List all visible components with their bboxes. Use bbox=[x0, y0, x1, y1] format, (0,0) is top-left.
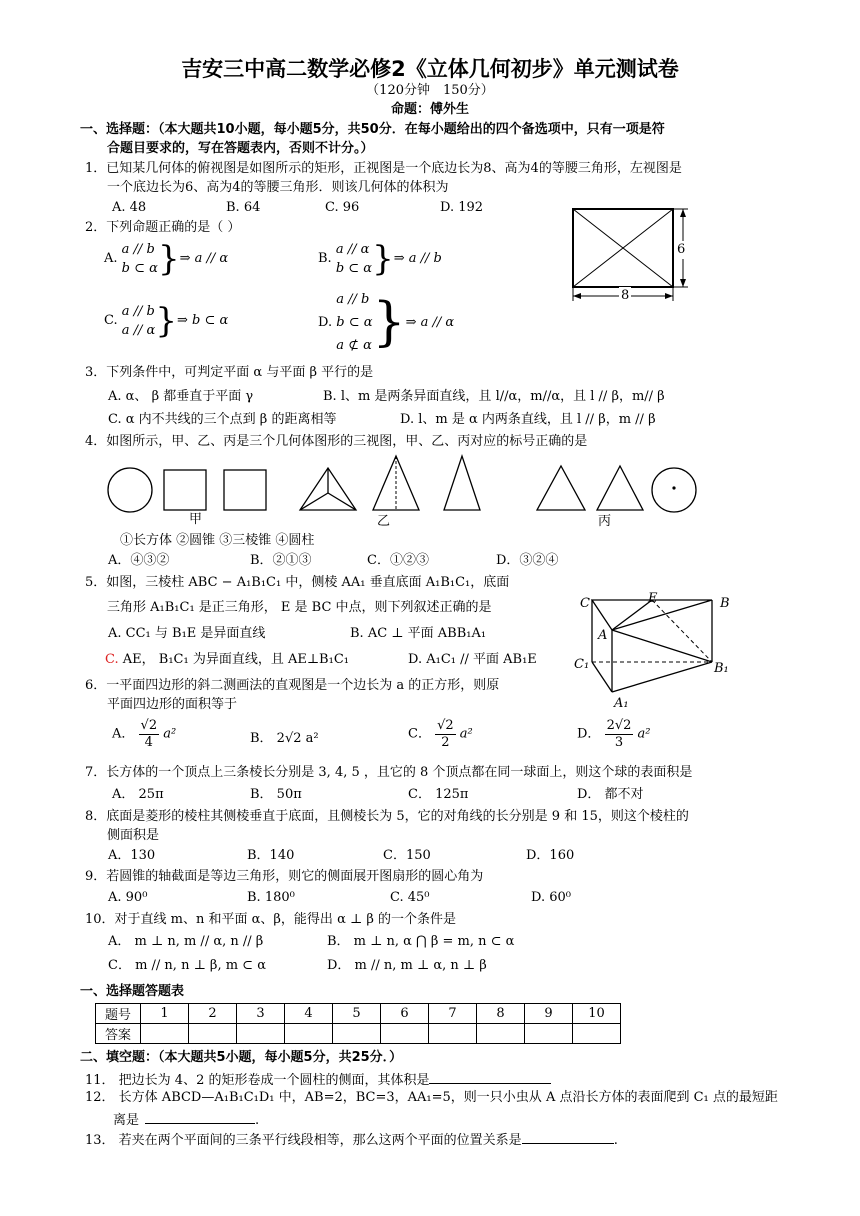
q4-stem: 4．如图所示，甲、乙、丙是三个几何体图形的三视图，甲、乙、丙对应的标号正确的是 bbox=[85, 434, 588, 449]
q5-fig-label-b: B bbox=[720, 596, 730, 611]
page-title: 吉安三中高二数学必修2《立体几何初步》单元测试卷 bbox=[181, 57, 679, 81]
answer-table-number-row bbox=[96, 1004, 621, 1024]
q4-label-jia: 甲 bbox=[189, 512, 203, 527]
answer-cell[interactable] bbox=[381, 1024, 429, 1044]
q4-option-b: B．②①③ bbox=[250, 553, 312, 568]
q6-c-numerator: √2 bbox=[437, 718, 454, 733]
answer-table-answer-header: 答案 bbox=[96, 1024, 141, 1044]
q7-option-b: B． 50π bbox=[250, 787, 302, 802]
q2-b-premise2: b ⊂ α bbox=[335, 261, 373, 276]
answer-table-number: 2 bbox=[189, 1004, 237, 1024]
answer-cell[interactable] bbox=[285, 1024, 333, 1044]
q2-d-premise1: a // b bbox=[336, 292, 370, 307]
q5-c-label: C. bbox=[105, 652, 119, 667]
q5-fig-label-b1: B₁ bbox=[714, 661, 729, 676]
section1-heading-cont: 合题目要求的，写在答题表内，否则不计分。） bbox=[107, 141, 374, 156]
answer-cell[interactable] bbox=[525, 1024, 573, 1044]
q6-d-label: D． bbox=[577, 726, 601, 742]
q10-option-d: D． m // n, m ⊥ α, n ⊥ β bbox=[327, 958, 487, 973]
q1-stem: 1．已知某几何体的俯视图是如图所示的矩形，正视图是一个底边长为8、高为4的等腰三角形，左视图是 bbox=[85, 161, 682, 176]
answer-table-number: 8 bbox=[477, 1004, 525, 1024]
answer-table-number: 5 bbox=[333, 1004, 381, 1024]
q1-fig-width-label: 8 bbox=[621, 288, 630, 303]
q3-option-a: A. α、 β 都垂直于平面 γ bbox=[108, 389, 254, 404]
q5-fig-label-a1: A₁ bbox=[614, 696, 629, 711]
q2-b-result: ⇒ a // b bbox=[393, 251, 442, 266]
answer-table-number: 1 bbox=[141, 1004, 189, 1024]
q3-option-b: B. l、m 是两条异面直线，且 l//α，m//α，且 l // β，m// β bbox=[323, 389, 665, 404]
q2-option-a: A. a // b b ⊂ α}⇒ a // α bbox=[104, 239, 229, 279]
q6-stem-cont: 平面四边形的面积等于 bbox=[107, 697, 238, 712]
q6-a-denominator: 4 bbox=[144, 735, 153, 750]
q10-stem: 10．对于直线 m、n 和平面 α、β，能得出 α ⊥ β 的一个条件是 bbox=[85, 912, 456, 927]
q12-stem-cont: 离是 . bbox=[113, 1109, 259, 1130]
q6-a-label: A． bbox=[112, 726, 135, 742]
q4-option-c: C．①②③ bbox=[367, 553, 429, 568]
q2-b-label: B. bbox=[318, 251, 332, 266]
q6-option-d bbox=[577, 718, 651, 751]
q7-stem: 7．长方体的一个顶点上三条棱长分别是 3, 4, 5 ，且它的 8 个顶点都在同一球面上，则这个球的表面积是 bbox=[85, 765, 693, 780]
q2-b-premise1: a // α bbox=[335, 242, 370, 257]
q9-option-c: C. 45⁰ bbox=[390, 890, 430, 905]
q8-stem-cont: 侧面积是 bbox=[107, 828, 160, 843]
exam-author: 命题：傅外生 bbox=[390, 102, 469, 117]
q5-option-a: A. CC₁ 与 B₁E 是异面直线 bbox=[108, 626, 266, 641]
answer-table-answer-row bbox=[96, 1024, 621, 1044]
answer-table-number: 9 bbox=[525, 1004, 573, 1024]
answer-cell[interactable] bbox=[189, 1024, 237, 1044]
q6-option-c bbox=[408, 718, 473, 751]
answer-table-number: 4 bbox=[285, 1004, 333, 1024]
answer-cell[interactable] bbox=[477, 1024, 525, 1044]
q5-option-d: D. A₁C₁ // 平面 AB₁E bbox=[408, 652, 537, 667]
q10-option-b: B． m ⊥ n, α ⋂ β = m, n ⊂ α bbox=[327, 934, 515, 949]
q11-stem bbox=[85, 1069, 551, 1090]
q2-stem: 2．下列命题正确的是（ ） bbox=[85, 220, 241, 235]
q11-text: 11． 把边长为 4、2 的矩形卷成一个圆柱的侧面，其体积是 bbox=[85, 1073, 430, 1088]
q5-stem-cont: 三角形 A₁B₁C₁ 是正三角形， E 是 BC 中点，则下列叙述正确的是 bbox=[107, 600, 492, 615]
q1-fig-height-label: 6 bbox=[677, 242, 686, 257]
q9-option-b: B. 180⁰ bbox=[247, 890, 295, 905]
q4-option-a: A．④③② bbox=[108, 553, 170, 568]
q2-a-result: ⇒ a // α bbox=[179, 251, 229, 266]
q1-option-a: A. 48 bbox=[112, 200, 147, 215]
q4-choice-list: ①长方体 ②圆锥 ③三棱锥 ④圆柱 bbox=[120, 533, 315, 548]
answer-table bbox=[95, 1003, 621, 1044]
q4-three-views-figure bbox=[100, 448, 700, 518]
answer-table-number: 6 bbox=[381, 1004, 429, 1024]
q6-d-numerator: 2√2 bbox=[606, 718, 632, 733]
q2-d-premise2: b ⊂ α bbox=[336, 315, 373, 330]
section2-heading: 二、填空题：（本大题共5小题，每小题5分，共25分．） bbox=[80, 1050, 403, 1065]
q2-c-label: C. bbox=[104, 313, 118, 328]
answer-table-number: 3 bbox=[237, 1004, 285, 1024]
q6-c-label: C． bbox=[408, 726, 431, 742]
q2-d-premise3: a ⊄ α bbox=[336, 338, 372, 353]
q5-option-c bbox=[105, 651, 349, 669]
q4-label-yi: 乙 bbox=[377, 514, 391, 529]
answer-table-number-header: 题号 bbox=[96, 1004, 141, 1024]
q12-stem: 12． 长方体 ABCD—A₁B₁C₁D₁ 中，AB=2，BC=3，AA₁=5，则一只小虫从 A 点沿长方体的表面爬到 C₁ 点的最短距 bbox=[85, 1090, 778, 1105]
q5-option-b: B. AC ⊥ 平面 ABB₁A₁ bbox=[350, 626, 487, 641]
q5-fig-label-c: C bbox=[580, 596, 590, 611]
q3-option-c: C. α 内不共线的三个点到 β 的距离相等 bbox=[108, 412, 337, 427]
q1-stem-cont: 一个底边长为6、高为4的等腰三角形．则该几何体的体积为 bbox=[107, 180, 449, 195]
q1-option-c: C. 96 bbox=[325, 200, 360, 215]
q2-d-result: ⇒ a // α bbox=[405, 315, 455, 330]
q13-stem: 13． 若夹在两个平面间的三条平行线段相等，那么这两个平面的位置关系是 . bbox=[85, 1129, 618, 1150]
q5-stem: 5．如图，三棱柱 ABC − A₁B₁C₁ 中，侧棱 AA₁ 垂直底面 A₁B₁C₁，底面 bbox=[85, 575, 510, 590]
q2-c-premise1: a // b bbox=[121, 304, 155, 319]
answer-table-number: 7 bbox=[429, 1004, 477, 1024]
q2-a-label: A. bbox=[104, 251, 118, 266]
q8-option-b: B．140 bbox=[247, 848, 295, 863]
q5-fig-label-c1: C₁ bbox=[574, 657, 590, 672]
q7-option-d: D． 都不对 bbox=[577, 787, 644, 802]
answer-cell[interactable] bbox=[333, 1024, 381, 1044]
q3-option-d: D. l、m 是 α 内两条直线，且 l // β，m // β bbox=[400, 412, 656, 427]
q13-answer-blank[interactable] bbox=[522, 1129, 614, 1144]
q9-option-a: A. 90⁰ bbox=[108, 890, 148, 905]
q7-option-c: C． 125π bbox=[408, 787, 469, 802]
q2-d-label: D. bbox=[318, 315, 333, 330]
q6-d-denominator: 3 bbox=[614, 735, 624, 750]
q2-option-b: B. a // α b ⊂ α}⇒ a // b bbox=[318, 239, 442, 279]
q6-a-numerator: √2 bbox=[140, 718, 158, 733]
q2-c-premise2: a // α bbox=[121, 323, 156, 338]
q1-option-d: D. 192 bbox=[440, 200, 484, 215]
q10-option-a: A． m ⊥ n, m // α, n // β bbox=[108, 934, 264, 949]
q2-a-premise2: b ⊂ α bbox=[121, 261, 158, 276]
q6-stem: 6．一平面四边形的斜二测画法的直观图是一个边长为 a 的正方形，则原 bbox=[85, 678, 500, 693]
q10-option-c: C． m // n, n ⊥ β, m ⊂ α bbox=[108, 958, 266, 973]
answer-table-heading: 一、选择题答题表 bbox=[80, 984, 185, 999]
q8-stem: 8．底面是菱形的棱柱其侧棱垂直于底面，且侧棱长为 5，它的对角线的长分别是 9 和 15，则这个棱柱的 bbox=[85, 809, 689, 824]
q1-option-b: B. 64 bbox=[226, 200, 261, 215]
answer-table-number: 10 bbox=[573, 1004, 621, 1024]
q2-option-c: C. a // b a // α}⇒ b ⊂ α bbox=[104, 301, 229, 341]
q4-label-bing: 丙 bbox=[598, 514, 612, 529]
q3-stem: 3．下列条件中，可判定平面 α 与平面 β 平行的是 bbox=[85, 365, 374, 380]
q6-option-b: B． 2√2 a² bbox=[250, 731, 319, 746]
q9-stem: 9．若圆锥的轴截面是等边三角形，则它的侧面展开图扇形的圆心角为 bbox=[85, 869, 484, 884]
q12-text: 离是 bbox=[113, 1113, 140, 1128]
q5-fig-label-a: A bbox=[598, 628, 608, 643]
q5-fig-label-e: E bbox=[648, 591, 658, 606]
q6-a-tail: a² bbox=[163, 726, 177, 742]
q6-c-denominator: 2 bbox=[441, 735, 450, 750]
q2-c-result: ⇒ b ⊂ α bbox=[176, 313, 229, 328]
answer-cell[interactable] bbox=[429, 1024, 477, 1044]
q8-option-d: D．160 bbox=[526, 848, 575, 863]
q9-option-d: D. 60⁰ bbox=[531, 890, 571, 905]
q6-d-tail: a² bbox=[637, 726, 651, 742]
q6-c-tail: a² bbox=[459, 726, 473, 742]
exam-duration: （120分钟 150分） bbox=[366, 83, 494, 98]
section1-heading: 一、选择题：（本大题共10小题，每小题5分，共50分．在每小题给出的四个备选项中，只有一项是符 bbox=[80, 122, 665, 137]
answer-cell[interactable] bbox=[141, 1024, 189, 1044]
q8-option-c: C．150 bbox=[383, 848, 431, 863]
q8-option-a: A．130 bbox=[108, 848, 156, 863]
q13-text: 13． 若夹在两个平面间的三条平行线段相等，那么这两个平面的位置关系是 bbox=[85, 1133, 522, 1148]
q5-c-text: AE， B₁C₁ 为异面直线，且 AE⊥B₁C₁ bbox=[118, 652, 349, 667]
q2-a-premise1: a // b bbox=[121, 242, 155, 257]
answer-cell[interactable] bbox=[237, 1024, 285, 1044]
q11-answer-blank[interactable] bbox=[429, 1069, 551, 1084]
answer-cell[interactable] bbox=[573, 1024, 621, 1044]
q12-answer-blank[interactable] bbox=[145, 1109, 255, 1124]
q2-option-d: D. a // b b ⊂ α a ⊄ α}⇒ a // α bbox=[318, 292, 455, 353]
q4-option-d: D．③②④ bbox=[496, 553, 559, 568]
q7-option-a: A． 25π bbox=[112, 787, 164, 802]
q6-option-a bbox=[112, 718, 176, 751]
